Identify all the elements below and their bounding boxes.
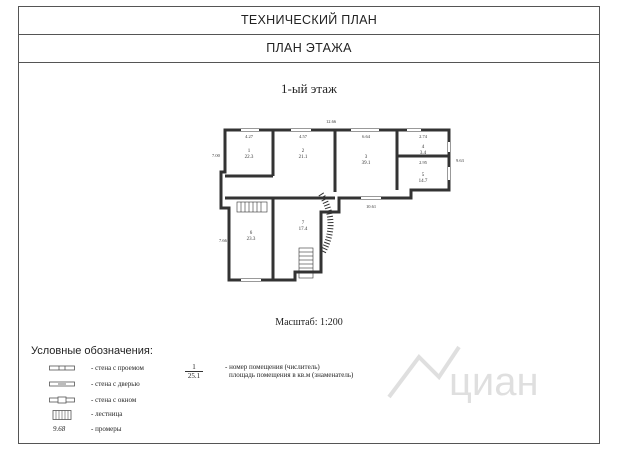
dimension-label: 7.66 xyxy=(219,238,227,243)
inner-wall xyxy=(225,130,449,198)
dimension-label: 7.00 xyxy=(212,153,220,158)
room-number: 7 xyxy=(301,221,305,226)
room-area: 22.3 xyxy=(244,155,254,160)
dimension-label: 2.74 xyxy=(419,134,427,139)
dimension-label: 6.64 xyxy=(362,134,370,139)
cian-watermark-logo xyxy=(379,337,559,407)
document-title: ТЕХНИЧЕСКИЙ ПЛАН xyxy=(19,7,599,35)
watermark-text: циан xyxy=(449,360,539,404)
room-number: 1 xyxy=(247,149,251,154)
document-subtitle: ПЛАН ЭТАЖА xyxy=(19,34,599,63)
scale-label: Масштаб: 1:200 xyxy=(275,317,343,328)
dimension-label: 2.95 xyxy=(419,160,427,165)
room-number: 3 xyxy=(364,155,368,160)
wall-with-door-icon xyxy=(49,380,75,388)
dimension-label: 10.61 xyxy=(365,204,377,209)
wall-with-window-icon xyxy=(49,396,75,404)
dimension-label: 12.66 xyxy=(325,119,337,124)
room-number: 4 xyxy=(421,145,425,150)
room-number: 5 xyxy=(421,173,425,178)
room-area: 21.1 xyxy=(298,155,308,160)
room-area: 23.3 xyxy=(246,237,256,242)
dimension-label: 9.63 xyxy=(456,158,464,163)
room-area: 14.7 xyxy=(418,179,428,184)
room-area: 17.4 xyxy=(298,227,308,232)
room-fraction-sample: $\frac{1}{25.1}$ xyxy=(185,363,203,380)
room-area: 39.1 xyxy=(361,161,371,166)
wall-with-opening-icon xyxy=(49,364,75,372)
dimension-label: 4.27 xyxy=(245,134,253,139)
legend-title: Условные обозначения: xyxy=(31,345,153,357)
room-number: 6 xyxy=(249,231,253,236)
fraction-explanation: - номер помещения (числитель) площадь помещения в кв.м (знаменатель) xyxy=(225,363,354,379)
technical-plan-sheet: ТЕХНИЧЕСКИЙ ПЛАН ПЛАН ЭТАЖА 1-ый этаж 12.66 10.61 9.63 7.00 7.66 4.27 4.57 6.64 2.74 2.95 1 22.3 2 21.1 3 39.1 4 3.4 5 14.7 6 23.3 7 17.4 Масштаб: 1:200 Условные обозначения: - стена с проемом - стена с дверью - стена с окном - лестница 9.68 - промеры $\frac{1}{25.1}$ - номер помещения (числитель) площадь помещения в кв.м (знаменатель) циан xyxy=(18,6,600,444)
floor-label: 1-ый этаж xyxy=(281,81,337,96)
dimension-label: 4.57 xyxy=(299,134,307,139)
room-area: 3.4 xyxy=(419,151,427,156)
floor-plan-drawing xyxy=(211,112,467,292)
staircase-icon xyxy=(49,410,75,420)
room-number: 2 xyxy=(301,149,305,154)
measurement-icon: 9.68 xyxy=(53,425,66,433)
